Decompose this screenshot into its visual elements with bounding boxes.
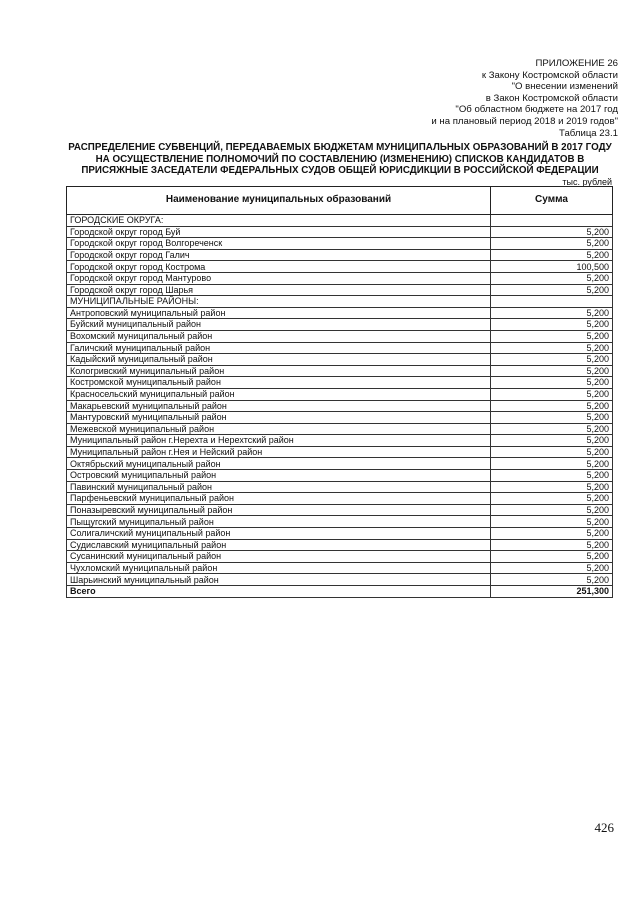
amount-cell	[491, 215, 613, 227]
appendix-line: "Об областном бюджете на 2017 год	[455, 104, 618, 116]
amount-cell: 5,200	[491, 574, 613, 586]
amount-cell: 5,200	[491, 412, 613, 424]
amount-cell: 5,200	[491, 435, 613, 447]
table-row	[67, 377, 613, 389]
amount-cell: 5,200	[491, 272, 613, 284]
municipality-name-cell: Судиславский муниципальный район	[67, 539, 491, 551]
municipality-name-cell: Городской округ город Шарья	[67, 284, 491, 296]
table-row	[67, 354, 613, 366]
amount-cell: 5,200	[491, 238, 613, 250]
amount-cell	[491, 296, 613, 308]
appendix-number: ПРИЛОЖЕНИЕ 26	[535, 58, 618, 69]
appendix-line: к Закону Костромской области	[481, 69, 618, 81]
municipality-name-cell: Сусанинский муниципальный район	[67, 551, 491, 563]
municipality-name-cell: Муниципальный район г.Нея и Нейский район	[67, 446, 491, 458]
amount-cell: 5,200	[491, 365, 613, 377]
table-row	[67, 342, 613, 354]
municipality-name-cell: Всего	[67, 586, 491, 598]
appendix-line: и на плановый период 2018 и 2019 годов"	[431, 115, 618, 127]
amount-cell: 5,200	[491, 226, 613, 238]
page-number: 426	[594, 820, 614, 835]
table-row	[67, 319, 613, 331]
table-row	[67, 412, 613, 424]
municipality-name-cell: Городской округ город Кострома	[67, 261, 491, 273]
table-row	[67, 261, 613, 273]
amount-cell: 5,200	[491, 354, 613, 366]
municipality-name-cell: Мантуровский муниципальный район	[67, 412, 491, 424]
title-line: НА ОСУЩЕСТВЛЕНИЕ ПОЛНОМОЧИЙ ПО СОСТАВЛЕНИЮ (ИЗМЕНЕНИЮ) СПИСКОВ КАНДИДАТОВ В	[95, 153, 585, 165]
table-row	[67, 284, 613, 296]
municipality-name-cell: Костромской муниципальный район	[67, 377, 491, 389]
table-row	[67, 574, 613, 586]
table-row	[67, 423, 613, 435]
amount-cell: 5,200	[491, 330, 613, 342]
municipality-name-cell: Вохомский муниципальный район	[67, 330, 491, 342]
table-number: Таблица 23.1	[559, 127, 618, 139]
municipality-name-cell: Межевской муниципальный район	[67, 423, 491, 435]
table-row	[67, 458, 613, 470]
municipality-name-cell: Городской округ город Мантурово	[67, 272, 491, 284]
municipality-name-cell: Кадыйский муниципальный район	[67, 354, 491, 366]
table-row	[67, 446, 613, 458]
municipality-name-cell: Павинский муниципальный район	[67, 481, 491, 493]
municipality-name-cell: Кологривский муниципальный район	[67, 365, 491, 377]
municipality-name-cell: ГОРОДСКИЕ ОКРУГА:	[67, 215, 491, 227]
amount-cell: 5,200	[491, 319, 613, 331]
table-row	[67, 388, 613, 400]
amount-cell: 5,200	[491, 458, 613, 470]
amount-cell: 5,200	[491, 470, 613, 482]
table-row	[67, 493, 613, 505]
amount-cell: 5,200	[491, 528, 613, 540]
table-row	[67, 551, 613, 563]
amount-cell: 5,200	[491, 516, 613, 528]
amount-cell: 5,200	[491, 562, 613, 574]
total-row	[67, 586, 613, 598]
amount-cell: 5,200	[491, 446, 613, 458]
table-row	[67, 249, 613, 261]
appendix-header	[431, 58, 618, 139]
amount-cell: 100,500	[491, 261, 613, 273]
document-title	[64, 142, 616, 177]
municipality-name-cell: Островский муниципальный район	[67, 470, 491, 482]
amount-cell: 5,200	[491, 551, 613, 563]
municipality-name-cell: Городской округ город Галич	[67, 249, 491, 261]
municipality-name-cell: Макарьевский муниципальный район	[67, 400, 491, 412]
municipality-name-cell: МУНИЦИПАЛЬНЫЕ РАЙОНЫ:	[67, 296, 491, 308]
amount-cell: 5,200	[491, 388, 613, 400]
table-row	[67, 215, 613, 227]
municipality-name-cell: Галичский муниципальный район	[67, 342, 491, 354]
amount-cell: 251,300	[491, 586, 613, 598]
appendix-line: в Закон Костромской области	[485, 92, 618, 104]
table-row	[67, 365, 613, 377]
amount-cell: 5,200	[491, 493, 613, 505]
municipality-name-cell: Буйский муниципальный район	[67, 319, 491, 331]
table-row	[67, 400, 613, 412]
municipality-name-cell: Городской округ город Волгореченск	[67, 238, 491, 250]
table-row	[67, 481, 613, 493]
municipality-name-cell: Муниципальный район г.Нерехта и Нерехтский район	[67, 435, 491, 447]
table-row	[67, 539, 613, 551]
municipality-name-cell: Антроповский муниципальный район	[67, 307, 491, 319]
amount-cell: 5,200	[491, 307, 613, 319]
title-line: РАСПРЕДЕЛЕНИЕ СУБВЕНЦИЙ, ПЕРЕДАВАЕМЫХ БЮДЖЕТАМ МУНИЦИПАЛЬНЫХ ОБРАЗОВАНИЙ В 2017 ГОДУ	[68, 142, 612, 153]
municipality-name-cell: Солигаличский муниципальный район	[67, 528, 491, 540]
title-line: ПРИСЯЖНЫЕ ЗАСЕДАТЕЛИ ФЕДЕРАЛЬНЫХ СУДОВ ОБЩЕЙ ЮРИСДИКЦИИ В РОССИЙСКОЙ ФЕДЕРАЦИИ	[81, 165, 599, 177]
municipality-name-cell: Городской округ город Буй	[67, 226, 491, 238]
municipality-name-cell: Чухломский муниципальный район	[67, 562, 491, 574]
amount-cell: 5,200	[491, 481, 613, 493]
table-row	[67, 470, 613, 482]
amount-cell: 5,200	[491, 249, 613, 261]
table-row	[67, 272, 613, 284]
table-row	[67, 330, 613, 342]
table-row	[67, 528, 613, 540]
municipality-name-cell: Красносельский муниципальный район	[67, 388, 491, 400]
table-body	[67, 215, 613, 598]
table-row	[67, 307, 613, 319]
subsidy-table	[66, 186, 613, 598]
table-row	[67, 562, 613, 574]
table-row	[67, 226, 613, 238]
municipality-name-cell: Поназыревский муниципальный район	[67, 504, 491, 516]
municipality-name-cell: Октябрьский муниципальный район	[67, 458, 491, 470]
municipality-name-cell: Шарьинский муниципальный район	[67, 574, 491, 586]
municipality-name-cell: Пыщугский муниципальный район	[67, 516, 491, 528]
table-row	[67, 435, 613, 447]
table-row	[67, 504, 613, 516]
municipality-name-cell: Парфеньевский муниципальный район	[67, 493, 491, 505]
amount-cell: 5,200	[491, 423, 613, 435]
amount-cell: 5,200	[491, 377, 613, 389]
column-header-amount: Сумма	[491, 187, 613, 215]
table-header-row	[67, 187, 613, 215]
units-label: тыс. рублей	[562, 177, 612, 187]
amount-cell: 5,200	[491, 284, 613, 296]
table-row	[67, 296, 613, 308]
table-row	[67, 516, 613, 528]
table-row	[67, 238, 613, 250]
amount-cell: 5,200	[491, 342, 613, 354]
amount-cell: 5,200	[491, 504, 613, 516]
appendix-line: "О внесении изменений	[511, 81, 618, 93]
amount-cell: 5,200	[491, 539, 613, 551]
amount-cell: 5,200	[491, 400, 613, 412]
column-header-name: Наименование муниципальных образований	[67, 187, 491, 215]
